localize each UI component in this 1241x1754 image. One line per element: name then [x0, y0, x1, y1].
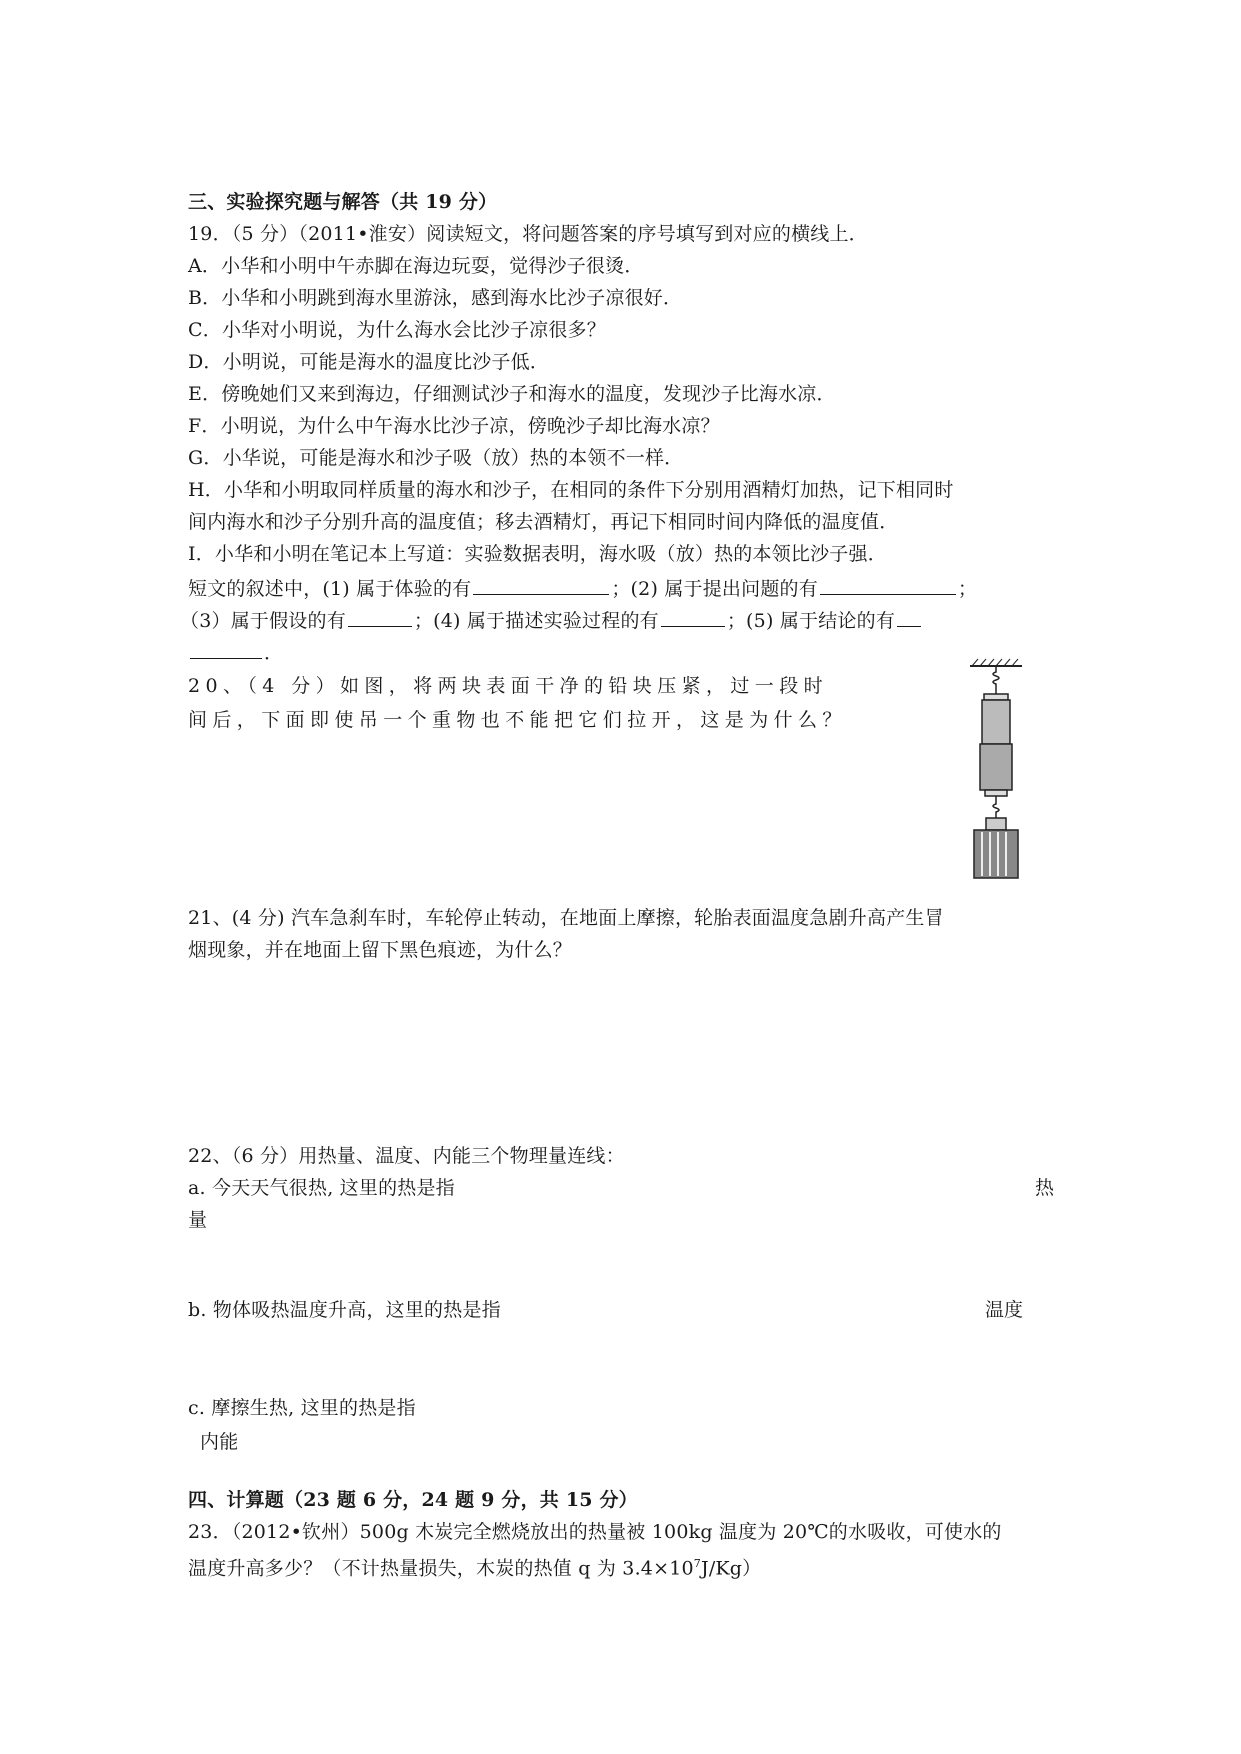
q19-stem: 19．（5 分）（2011•淮安）阅读短文，将问题答案的序号填写到对应的横线上．	[188, 223, 868, 245]
q19-fill-label-2: ；(2) 属于提出问题的有	[611, 578, 818, 600]
q22-option-heat-part2: 量	[188, 1209, 208, 1231]
q19-fill-line3	[188, 638, 283, 665]
q23-line2-text: 温度升高多少？（不计热量损失，木炭的热值 q 为 3.4×10	[188, 1557, 694, 1580]
q19-fill-end: ．	[264, 642, 284, 664]
q19-item-h-line1: H．小华和小明取同样质量的海水和沙子，在相同的条件下分别用酒精灯加热，记下相同时	[188, 479, 954, 501]
q19-fill-sep: ；	[957, 578, 978, 600]
q19-item-h-line2: 间内海水和沙子分别升高的温度值；移去酒精灯，再记下相同时间内降低的温度值．	[188, 511, 899, 533]
q19-item-i: I．小华和小明在笔记本上写道：实验数据表明，海水吸（放）热的本领比沙子强．	[188, 543, 887, 565]
q21-line2: 烟现象，并在地面上留下黑色痕迹，为什么？	[188, 939, 573, 961]
q19-blank-conclusion-start[interactable]	[897, 606, 921, 627]
q21-line1: 21、(4 分) 汽车急刹车时，车轮停止转动，在地面上摩擦，轮胎表面温度急剧升高产生冒	[188, 907, 944, 929]
q22-option-internal-energy: 内能	[200, 1431, 239, 1453]
q19-item-e: E．傍晚她们又来到海边，仔细测试沙子和海水的温度，发现沙子比海水凉．	[188, 383, 836, 405]
q19-fill-label-5: ；(5) 属于结论的有	[726, 610, 896, 632]
q19-item-d: D．小明说，可能是海水的温度比沙子低．	[188, 351, 550, 373]
q19-fill-line2	[180, 606, 923, 633]
q22-option-heat-part1: 热	[1035, 1177, 1055, 1199]
q19-blank-process[interactable]	[661, 606, 725, 627]
q19-item-f: F．小明说，为什么中午海水比沙子凉，傍晚沙子却比海水凉？	[188, 415, 720, 437]
q22-stem: 22、（6 分）用热量、温度、内能三个物理量连线：	[188, 1145, 625, 1167]
q19-item-b: B．小华和小明跳到海水里游泳，感到海水比沙子凉很好．	[188, 287, 683, 309]
q19-fill-line1	[188, 574, 977, 601]
lower-lead-block-icon	[980, 744, 1012, 790]
q19-blank-hypothesis[interactable]	[348, 606, 412, 627]
q19-blank-experience[interactable]	[473, 574, 609, 595]
q23-line1: 23．（2012•钦州）500g 木炭完全燃烧放出的热量被 100kg 温度为 20℃的水吸收，可使水的	[188, 1521, 1002, 1543]
lower-hook-icon	[993, 796, 999, 818]
section-4-title: 四、计算题（23 题 6 分，24 题 9 分，共 15 分）	[188, 1489, 638, 1511]
q19-item-a: A．小华和小明中午赤脚在海边玩耍，觉得沙子很烫．	[188, 255, 644, 277]
section-3-title: 三、实验探究题与解答（共 19 分）	[188, 191, 498, 213]
q20-line2: 间后，下面即使吊一个重物也不能把它们拉开，这是为什么？	[188, 709, 847, 731]
q22-option-temperature: 温度	[985, 1299, 1024, 1321]
q23-line2	[188, 1552, 761, 1580]
upper-hook-icon	[993, 666, 999, 694]
q19-blank-question[interactable]	[820, 574, 956, 595]
q19-fill-label-1: 短文的叙述中，(1) 属于体验的有	[188, 578, 472, 600]
q22-a-text: a. 今天天气很热, 这里的热是指	[188, 1177, 455, 1199]
q22-c-text: c. 摩擦生热, 这里的热是指	[188, 1397, 416, 1419]
upper-lead-block-icon	[982, 700, 1010, 744]
q19-item-c: C．小华对小明说，为什么海水会比沙子凉很多？	[188, 319, 606, 341]
ceiling-hatch-icon	[970, 659, 1022, 666]
q19-blank-conclusion-end[interactable]	[190, 638, 262, 659]
q23-exponent: 7	[693, 1557, 701, 1570]
q22-b-text: b. 物体吸热温度升高，这里的热是指	[188, 1299, 501, 1321]
q19-fill-label-3: （3）属于假设的有	[180, 610, 346, 632]
q19-fill-label-4: ；(4) 属于描述实验过程的有	[413, 610, 659, 632]
q23-unit: J/Kg）	[701, 1557, 762, 1580]
weight-icon	[974, 830, 1018, 878]
q19-item-g: G．小华说，可能是海水和沙子吸（放）热的本领不一样．	[188, 447, 684, 469]
lead-blocks-figure	[960, 656, 1032, 880]
q20-line1: 20、（4 分）如图，将两块表面干净的铅块压紧，过一段时	[188, 675, 829, 697]
